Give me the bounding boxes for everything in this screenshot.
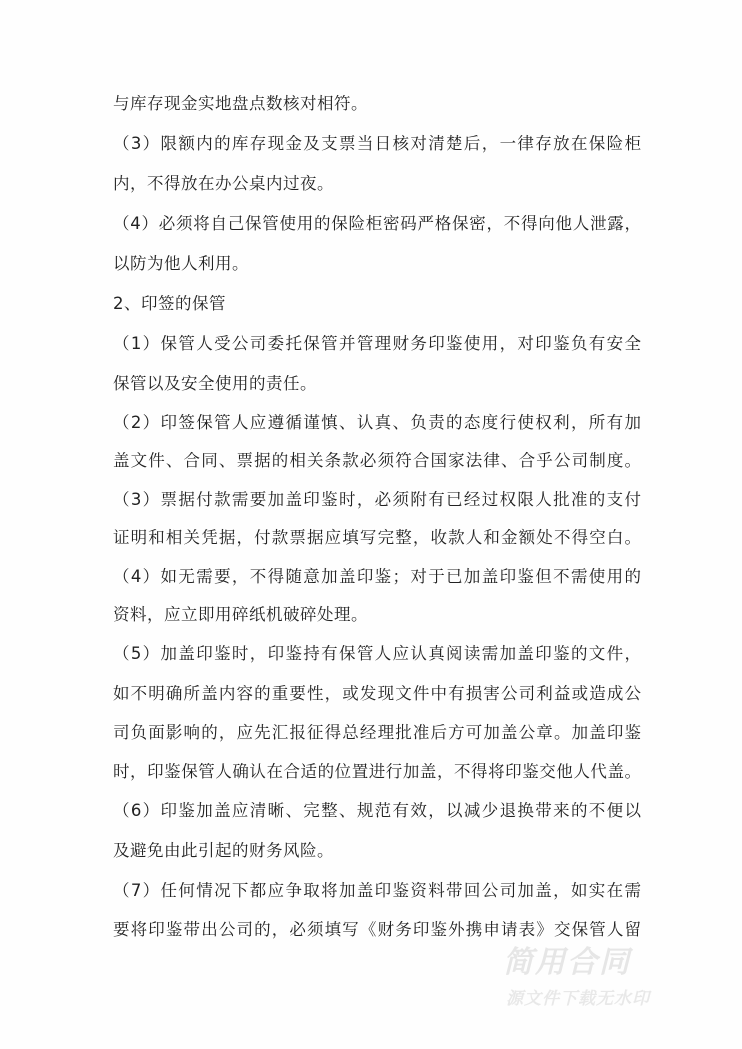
text-line: （4）如无需要，不得随意加盖印鉴；对于已加盖印鉴但不需使用的 <box>113 567 641 586</box>
text-line: 时，印鉴保管人确认在合适的位置进行加盖，不得将印鉴交他人代盖。 <box>113 762 641 781</box>
text-line: 及避免由此引起的财务风险。 <box>113 841 334 860</box>
text-line: （4）必须将自己保管使用的保险柜密码严格保密，不得向他人泄露， <box>113 214 641 233</box>
text-line: 与库存现金实地盘点数核对相符。 <box>113 94 368 113</box>
text-line: （2）印签保管人应遵循谨慎、认真、负责的态度行使权利，所有加 <box>113 413 641 432</box>
section-heading: 2、印签的保管 <box>113 294 226 313</box>
text-line: 保管以及安全使用的责任。 <box>113 374 317 393</box>
text-line: （6）印鉴加盖应清晰、完整、规范有效，以减少退换带来的不便以 <box>113 801 641 820</box>
text-line: 内，不得放在办公桌内过夜。 <box>113 174 334 193</box>
text-line: （3）限额内的库存现金及支票当日核对清楚后，一律存放在保险柜 <box>113 134 641 153</box>
text-line: 以防为他人利用。 <box>113 254 249 273</box>
text-line: 证明和相关凭据，付款票据应填写完整，收款人和金额处不得空白。 <box>113 528 641 547</box>
text-line: （3）票据付款需要加盖印鉴时，必须附有已经过权限人批准的支付 <box>113 490 641 509</box>
text-line: 司负面影响的，应先汇报征得总经理批准后方可加盖公章。加盖印鉴 <box>113 723 641 742</box>
text-line: （5）加盖印鉴时，印鉴持有保管人应认真阅读需加盖印鉴的文件， <box>113 644 641 663</box>
watermark-brand: 简用合同 <box>503 945 631 980</box>
text-line: 如不明确所盖内容的重要性，或发现文件中有损害公司利益或造成公 <box>113 684 641 703</box>
watermark-tagline: 源文件下载无水印 <box>506 989 650 1009</box>
text-line: （7）任何情况下都应争取将加盖印鉴资料带回公司加盖，如实在需 <box>113 881 641 900</box>
text-line: 资料，应立即用碎纸机破碎处理。 <box>113 605 368 624</box>
text-line: （1）保管人受公司委托保管并管理财务印鉴使用，对印鉴负有安全 <box>113 334 641 353</box>
text-line: 要将印鉴带出公司的，必须填写《财务印鉴外携申请表》交保管人留 <box>113 920 641 939</box>
text-line: 盖文件、合同、票据的相关条款必须符合国家法律、合乎公司制度。 <box>113 451 641 470</box>
